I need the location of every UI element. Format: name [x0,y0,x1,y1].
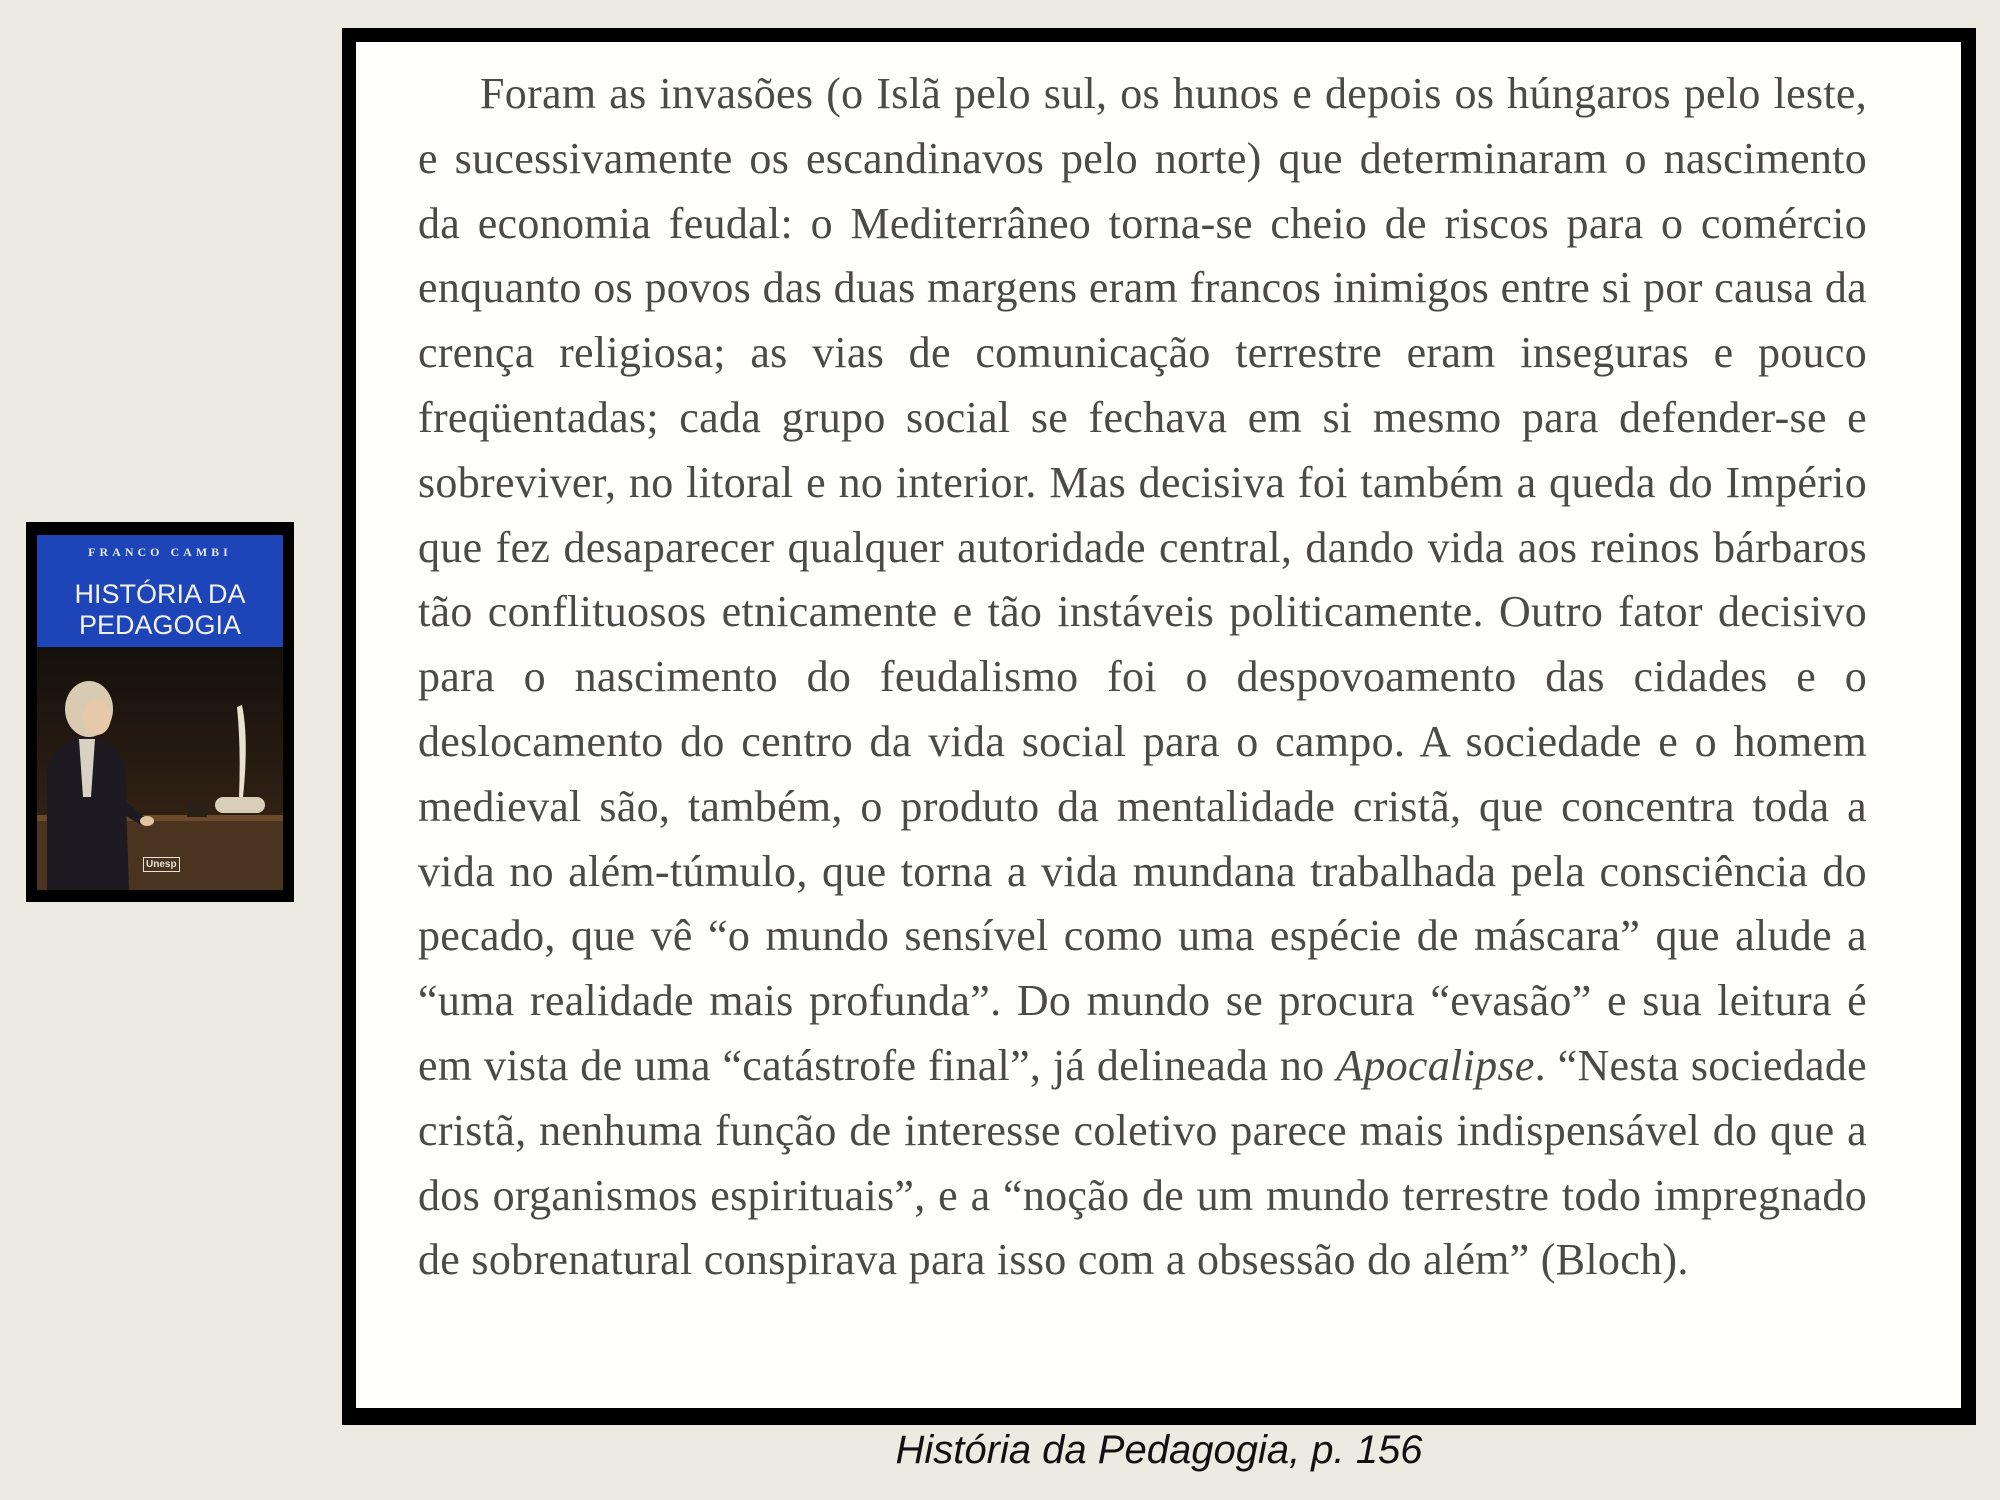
cover-title-band [37,535,283,647]
cover-painting [37,647,283,890]
source-caption: História da Pedagogia, p. 156 [895,1428,1423,1472]
cover-title-line2: PEDAGOGIA [78,610,242,640]
excerpt-frame [342,28,1976,1425]
book-cover [37,535,283,890]
book-page [356,42,1961,1408]
book-cover-frame [26,522,294,902]
excerpt-italic-term: Apocalipse [1336,1040,1535,1090]
excerpt-text-part2: . “Nesta sociedade cristã, nenhuma função de interesse coletivo parece mais indispensável do que a dos organismos espirituais”, e a “noção de um mundo terrestre todo impregnado de sobrenatural conspirava para isso com a obsessão do além” (Bloch). [418,1040,1868,1285]
cover-title-line1: HISTÓRIA DA [74,579,246,609]
excerpt-text-part1: Foram as invasões (o Islã pelo sul, os hunos e depois os húngaros pelo leste, e sucessivamente os escandinavos pelo norte) que determinaram o nascimento da economia feudal: o Mediterrâneo torna-se cheio de riscos para o comércio enquanto os povos das duas margens eram francos inimigos entre si por causa da crença religiosa; as vias de comunicação terrestre eram inseguras e pouco freqüentadas; cada grupo social se fechava em si mesmo para defender-se e sobreviver, no litoral e no interior. Mas decisiva foi também a queda do Império que fez desaparecer qualquer autoridade central, dando vida aos reinos bárbaros tão conflituosos etnicamente e tão instáveis politicamente. Outro fator decisivo para o nascimento do feudalismo foi o despovoamento das cidades e o deslocamento do centro da vida social para o campo. A sociedade e o homem medieval são, também, o produto da mentalidade cristã, que concentra toda a vida no além-túmulo, que torna a vida mundana trabalhada pela consciência do pecado, que vê “o mundo sensível como uma espécie de máscara” que alude a “uma realidade mais profunda”. Do mundo se procura “evasão” e sua leitura é em vista de uma “catástrofe final”, já delineada no [418,69,1867,1090]
cover-author: FRANCO CAMBI [88,545,232,559]
cover-title [37,579,283,641]
boy-at-desk-painting [37,647,283,890]
publisher-logo: Unesp [143,857,180,872]
excerpt-paragraph [418,62,1867,1293]
